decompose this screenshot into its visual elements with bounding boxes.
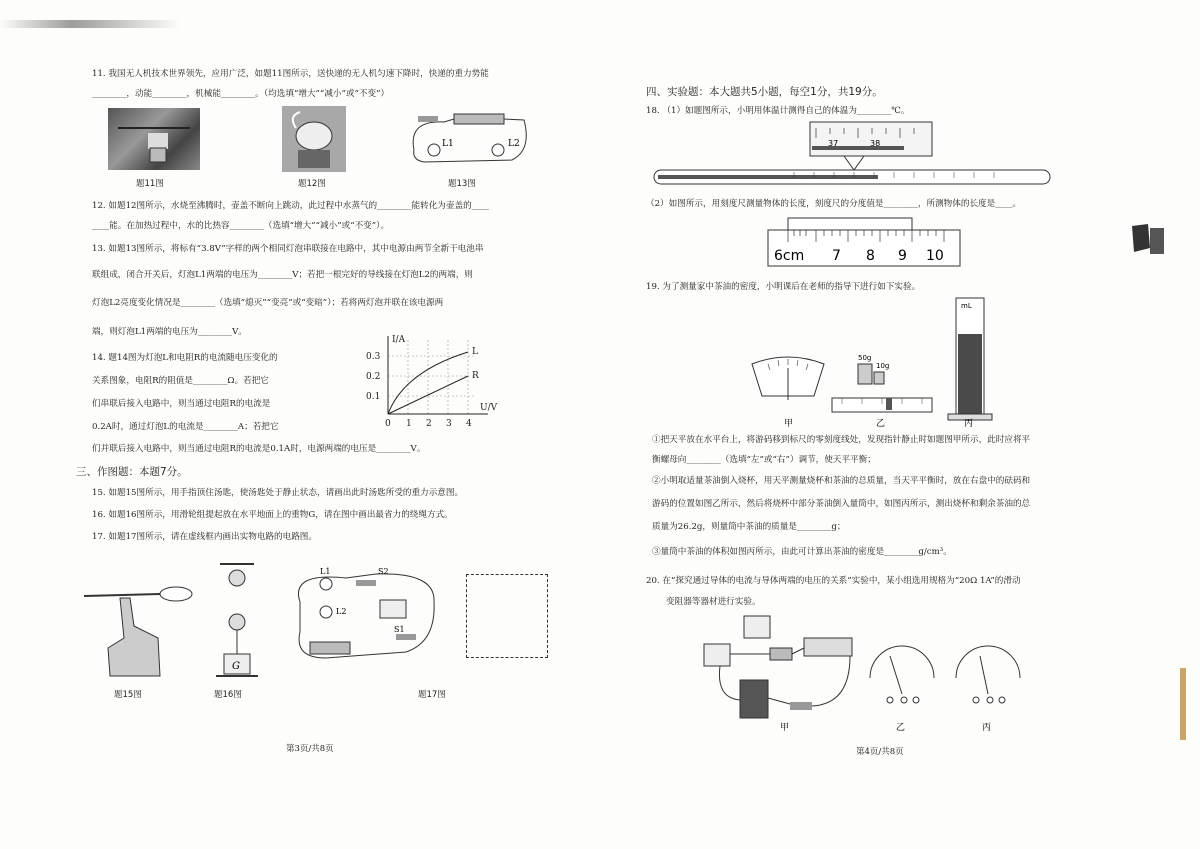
right-page — [600, 0, 1200, 849]
section4-heading: 四、实验题：本大题共5小题，每空1分，共19分。 — [646, 86, 883, 98]
fig13-caption: 题13图 — [448, 179, 476, 189]
q14-line5: 们并联后接入电路中，则当通过电阻R的电流是0.1A时，电源两端的电压是________V。 — [92, 444, 426, 454]
q14-line4: 0.2A时，通过灯泡L的电流是________A；若把它 — [92, 422, 279, 432]
fig13-circuit — [404, 110, 534, 172]
q19-step1b: 衡螺母向________（选填“左”或“右”）调节，使天平平衡； — [652, 455, 876, 465]
bulb-l2-icon — [492, 144, 504, 156]
weight-label-10g: 10g — [876, 362, 890, 370]
bulb-l1-icon — [428, 144, 440, 156]
svg-text:R: R — [472, 371, 479, 381]
bulb-l1-icon — [320, 578, 332, 590]
answer-box — [466, 574, 548, 658]
switch-s2-icon — [356, 580, 376, 586]
fig17-label-l1: L1 — [320, 567, 331, 576]
weight-label-50g: 50g — [858, 354, 872, 362]
q19-intro: 19. 为了测量家中茶油的密度，小明课后在老师的指导下进行如下实验。 — [646, 282, 921, 292]
ammeter-icon — [380, 600, 406, 618]
q18-part2: （2）如图所示，用刻度尺测量物体的长度，刻度尺的分度值是________，所测物体的长度是____。 — [646, 199, 1022, 209]
svg-text:2: 2 — [426, 419, 432, 428]
fig17-caption: 题17图 — [418, 690, 446, 700]
ammeter-icon — [704, 644, 730, 666]
fig17-label-s1: S1 — [394, 625, 405, 634]
q20-line1: 20. 在“探究通过导体的电流与导体两端的电压的关系”实验中，某小组选用规格为“20Ω 1A”的滑动 — [646, 576, 1021, 586]
fig15-spoon — [80, 578, 200, 678]
page-footer-left: 第3页/共8页 — [286, 744, 334, 754]
fig11-caption: 题11图 — [136, 179, 164, 189]
q13-line2: 联组成，闭合开关后，灯泡L1两端的电压为________V；若把一根完好的导线接在灯泡L2的两端，则 — [92, 270, 473, 280]
q19-step3: ③量筒中茶油的体积如图丙所示，由此可计算出茶油的密度是________g/cm³。 — [652, 547, 952, 557]
fig16-caption: 题16图 — [214, 690, 242, 700]
fig14-iu-graph — [364, 332, 504, 428]
switch-icon — [790, 702, 812, 710]
fig20-figure — [700, 608, 1030, 734]
q19-step2c: 质量为26.2g，则量筒中茶油的质量是________g； — [652, 522, 846, 532]
fig15-caption: 题15图 — [114, 690, 142, 700]
fig20-label-yi: 乙 — [896, 723, 906, 733]
spoon-handle — [84, 594, 160, 596]
q15: 15. 如题15图所示，用手指顶住汤匙，使汤匙处于静止状态，请画出此时汤匙所受的重力示意图。 — [92, 488, 464, 498]
rheostat-icon — [804, 638, 852, 656]
q19-step1a: ①把天平放在水平台上，将游码移到标尺的零刻度线处，发现指针静止时如题图甲所示，此时应将平 — [652, 435, 1031, 445]
fig16-pulley — [212, 560, 262, 682]
thermo-mark-38: 38 — [870, 139, 881, 148]
fig17-label-l2: L2 — [336, 607, 347, 616]
switch-s1-icon — [396, 634, 416, 640]
section3-heading: 三、作图题：本题7分。 — [76, 466, 188, 478]
svg-text:1: 1 — [406, 419, 412, 428]
svg-text:0.2: 0.2 — [366, 372, 381, 382]
q19-step2a: ②小明取适量茶油倒入烧杯，用天平测量烧杯和茶油的总质量，当天平平衡时，放在右盘中的砝码和 — [652, 476, 1031, 486]
q12-line1: 12. 如题12图所示，水烧至沸腾时，壶盖不断向上跳动，此过程中水蒸气的________能转化为壶盖的____ — [92, 201, 489, 211]
ruler-figure — [764, 216, 964, 268]
q18-part1: 18. （1）如题图所示，小明用体温计测得自己的体温为________℃。 — [646, 106, 910, 116]
measured-object — [788, 218, 912, 230]
fig20-label-jia: 甲 — [780, 723, 790, 733]
thermometer-figure — [644, 120, 1054, 192]
bulb-l2-icon — [320, 606, 332, 618]
meter-yi-dial — [870, 646, 934, 678]
q14-line1: 14. 题14图为灯泡L和电阻R的电流随电压变化的 — [92, 353, 278, 363]
ruler-label-6cm: 6cm — [774, 248, 805, 264]
weight-10g-icon — [874, 372, 884, 384]
q13-line4: 端，则灯泡L1两端的电压为________V。 — [92, 327, 247, 337]
resistor-r-icon — [770, 648, 792, 660]
spoon-bowl — [160, 587, 192, 601]
q19-step2b: 游码的位置如图乙所示，然后将烧杯中部分茶油倒入量筒中，如图丙所示，测出烧杯和剩余茶油的总 — [652, 499, 1031, 509]
battery-icon — [310, 642, 350, 654]
svg-text:0: 0 — [385, 419, 391, 428]
weight-50g-icon — [858, 364, 872, 384]
q11-line2: ________，动能________，机械能________。（均选填“增大”“减小”或“不变”） — [92, 89, 390, 99]
drone-photo — [108, 108, 200, 170]
fig17-label-s2: S2 — [378, 567, 389, 576]
q16: 16. 如题16图所示，用滑轮组提起放在水平地面上的重物G，请在图中画出最省力的绕绳方式。 — [92, 510, 453, 520]
fig12-caption: 题12图 — [298, 179, 326, 189]
q11-line1: 11. 我国无人机技术世界领先，应用广泛，如题11图所示，送快递的无人机匀速下降时，快递的重力势能 — [92, 69, 489, 79]
q14-line2: 关系图象，电阻R的阻值是________Ω。若把它 — [92, 376, 269, 386]
fig13-label-l1: L1 — [442, 139, 454, 149]
hand-icon — [108, 598, 160, 676]
meter-bing-dial — [956, 646, 1020, 678]
fig16-label-g: G — [232, 661, 240, 672]
fig19-label-jia: 甲 — [784, 419, 794, 428]
svg-text:L: L — [472, 347, 478, 357]
switch-icon — [418, 116, 438, 122]
cylinder-unit: mL — [961, 302, 972, 310]
kettle-figure — [282, 106, 346, 172]
edge-color-mark — [1180, 668, 1186, 740]
voltmeter-icon — [744, 616, 770, 638]
svg-text:U/V: U/V — [480, 403, 498, 413]
q14-line3: 们串联后接入电路中，则当通过电阻R的电流是 — [92, 399, 271, 409]
movable-pulley-icon — [229, 614, 245, 630]
fig13-label-l2: L2 — [508, 139, 520, 149]
svg-text:0.3: 0.3 — [366, 352, 381, 362]
q13-line1: 13. 如题13图所示，将标有“3.8V”字样的两个相同灯泡串联接在电路中，其中电源由两节全新干电池串 — [92, 244, 484, 254]
svg-text:0.1: 0.1 — [366, 392, 381, 402]
ruler-label-8: 8 — [866, 248, 875, 264]
battery-pack-icon — [740, 680, 768, 718]
cylinder-oil — [958, 334, 982, 414]
fig19-label-bing: 丙 — [964, 419, 974, 428]
thermo-mark-37: 37 — [828, 139, 839, 148]
q12-line2: ____能。在加热过程中，水的比热容________（选填“增大”“减小”或“不变”）。 — [92, 221, 390, 231]
fig20-label-bing: 丙 — [982, 723, 992, 733]
page-footer-right: 第4页/共8页 — [856, 747, 904, 757]
ruler-label-9: 9 — [898, 248, 907, 264]
ruler-label-7: 7 — [832, 248, 841, 264]
ruler-label-10: 10 — [926, 248, 944, 264]
rider-icon — [886, 398, 892, 410]
fig19-figure — [748, 292, 998, 428]
drone-icon — [108, 108, 200, 170]
svg-text:4: 4 — [466, 419, 472, 428]
svg-text:I/A: I/A — [392, 335, 406, 345]
q13-line3: 灯泡L2亮度变化情况是________（选填“熄灭”“变亮”或“变暗”）；若将两灯泡并联在该电源两 — [92, 298, 444, 308]
fig17-circuit — [286, 562, 446, 672]
edge-scan-artifact — [1128, 218, 1168, 260]
q20-line2: 变阻器等器材进行实验。 — [666, 597, 761, 607]
svg-text:3: 3 — [446, 419, 452, 428]
kettle-icon — [282, 106, 346, 172]
q17: 17. 如题17图所示，请在虚线框内画出实物电路的电路图。 — [92, 532, 317, 542]
fixed-pulley-icon — [229, 570, 245, 586]
battery-icon — [454, 114, 504, 124]
fig19-label-yi: 乙 — [876, 419, 886, 428]
